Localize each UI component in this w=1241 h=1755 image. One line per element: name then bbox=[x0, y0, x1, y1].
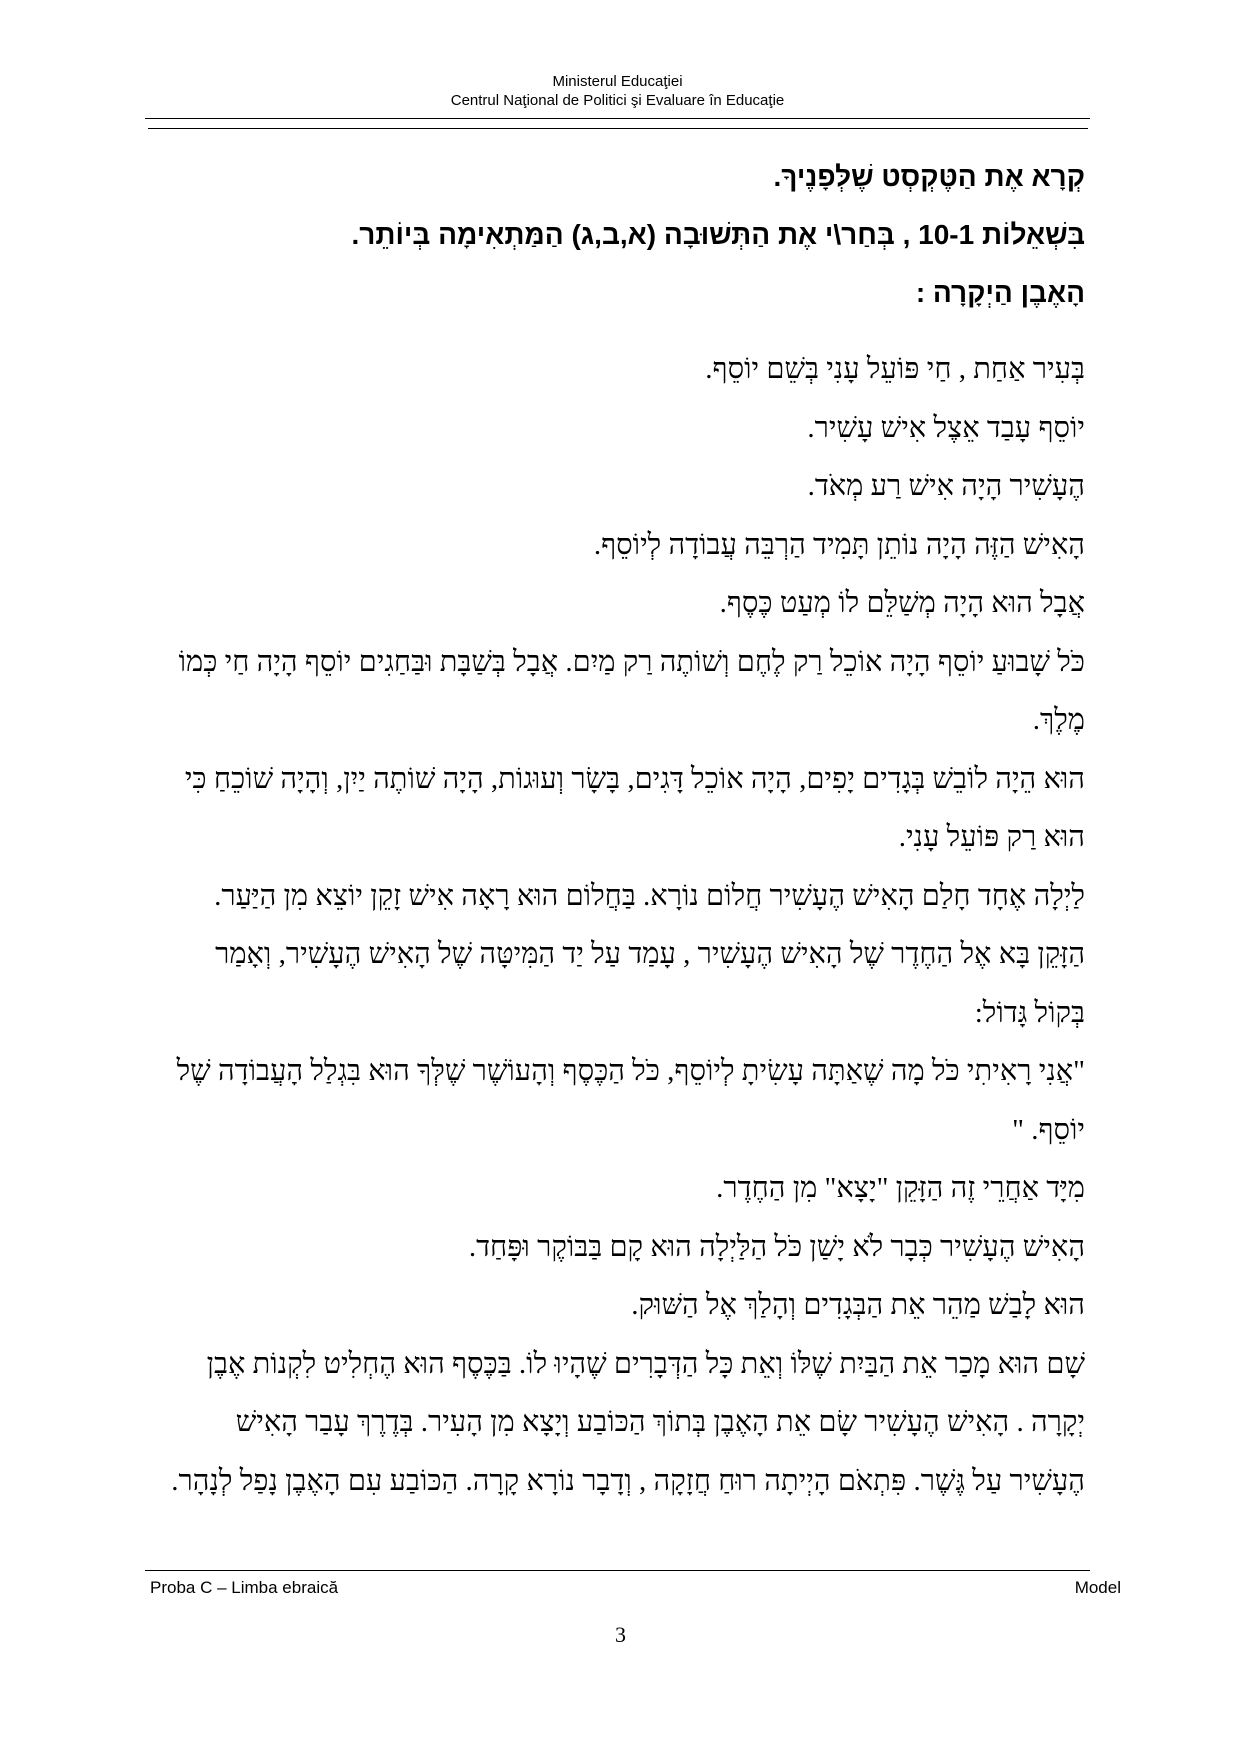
header-center: Centrul Naţional de Politici şi Evaluare în Educaţie bbox=[450, 92, 785, 109]
story-text bbox=[170, 340, 1085, 1510]
story-paragraph: הָאִישׁ הֶעָשִׁיר כְּבָר לֹא יָשַׁן כֹּל הַלַּיְלָה הוּא קָם בַּבּוֹקֶר וּפָּחַד. bbox=[468, 1230, 1085, 1263]
story-paragraph: הֶעָשִׁיר הָיָה אִישׁ רַע מְאֹד. bbox=[807, 470, 1085, 502]
page-number: 3 bbox=[615, 1622, 626, 1647]
header-ministry: Ministerul Educaţiei bbox=[552, 73, 683, 90]
document-body bbox=[170, 148, 1085, 1510]
story-paragraph: הוּא לָבַשׁ מַהֵר אֵת הַבְּגָדִים וְהָלַךְ אֶל הַשּׁוּק. bbox=[631, 1289, 1085, 1321]
page-header bbox=[145, 72, 1090, 110]
header-underline bbox=[148, 128, 1088, 129]
story-paragraph: הָאִישׁ הַזֶּה הָיָה נוֹתֵן תָּמִיד הַרְבֵּה עֲבוֹדָה לְיוֹסֵף. bbox=[593, 528, 1085, 561]
story-paragraph: שָׁם הוּא מָכַר אֵת הַבַּיִת שֶׁלּוֹ וְאֵת כָּל הַדְּבָרִים שֶׁהָיוּ לוֹ. בַּכֶּסֶף הוּא הֶחְלִיט לִקְנוֹת אֶבֶן יְקָרָה . הָאִישׁ הֶעָשִׁיר שָׂם אֵת הָאֶבֶן בְּתוֹךְ הַכּוֹבַע וְיָצָא מִן הָעִיר. בְּדֶרֶךְ עָבַר הָאִישׁ הֶעָשִׁיר עַל גֶּשֶׁר. פִּתְאֹם הָיְיתָה רוּחַ חֲזָקָה , וְדָבָר נוֹרָא קָרָה. הַכּוֹבַע עִם הָאֶבֶן נָפַל לְנָהָר. bbox=[171, 1347, 1085, 1497]
story-paragraph: "אֲנִי רָאִיתִי כֹּל מָה שֶׁאַתָּה עָשִׂיתָ לְיוֹסֵף, כֹּל הַכֶּסֶף וְהָעוֹשֶׁר שֶׁלְּךָ הוּא בִּגְלַל הָעֲבוֹדָה שֶׁל יוֹסֵף. " bbox=[176, 1055, 1085, 1146]
footer-exam-name: Proba C – Limba ebraică bbox=[150, 1578, 339, 1597]
instruction-choose: בִּשְׁאֵלוֹת 10-1 , בְּחַר\י אֶת הַתְּשׁוּבָה (א,ב,ג) הַמַּתְאִימָה בְּיוֹתֵר. bbox=[351, 219, 1085, 250]
story-paragraph: יוֹסֵף עָבַד אֵצֶל אִישׁ עָשִׁיר. bbox=[807, 411, 1085, 444]
story-paragraph: הוּא הֵיָה לוֹבֵשׁ בְּגָדִים יָפִים, הָיָה אוֹכֵל דָּגִים, בָּשָׂר וְעוּגוֹת, הָיָה שׁוֹתֶה יַיִן, וְהָיָה שׁוֹכֵחַ כִּי הוּא רַק פּוֹעֵל עָנִי. bbox=[184, 762, 1085, 853]
story-paragraph: לַיְלָה אֶחָד חָלַם הָאִישׁ הֶעָשִׁיר חֲלוֹם נוֹרָא. בַּחֲלוֹם הוּא רָאָה אִישׁ זָקֵן יוֹצֵא מִן הַיַּעַר. הַזָּקֵן בָּא אֶל הַחֶדֶר שֶׁל הָאִישׁ הֶעָשִׁיר , עָמַד עַל יַד הַמִּיטָּה שֶׁל הָאִישׁ הֶעָשִׁיר, וְאָמַר בְּקוֹל גָּדוֹל: bbox=[214, 879, 1085, 1029]
footer-model-label: Model bbox=[1074, 1578, 1121, 1597]
story-paragraph: כֹּל שָׁבוּעַ יוֹסֵף הָיָה אוֹכֵל רַק לֶחֶם וְשׁוֹתֶה רַק מַיִם. אֲבָל בְּשַׁבָּת וּבַּחַגִים יוֹסֵף הָיָה חַי כְּמוֹ מֶלֶךְ. bbox=[178, 645, 1085, 736]
story-title: הָאֶבֶן הַיְקָרָה : bbox=[915, 277, 1085, 308]
header-divider bbox=[145, 118, 1090, 119]
footer-divider bbox=[145, 1570, 1090, 1571]
story-paragraph: אֲבָל הוּא הָיָה מְשַׁלֵּם לוֹ מְעַט כֶּסֶף. bbox=[719, 587, 1085, 619]
story-paragraph: בְּעִיר אַחַת , חַי פּוֹעֵל עָנִי בְּשֵׁם יוֹסֵף. bbox=[705, 353, 1085, 385]
story-paragraph: מִיָּד אַחֲרֵי זֶה הַזָּקֵן "יָצָא" מִן הַחֶדֶר. bbox=[716, 1172, 1085, 1204]
instruction-read: קְרָא אֶת הַטֶּקְסְט שֶׁלְּפָנֶיךָ. bbox=[773, 161, 1085, 192]
